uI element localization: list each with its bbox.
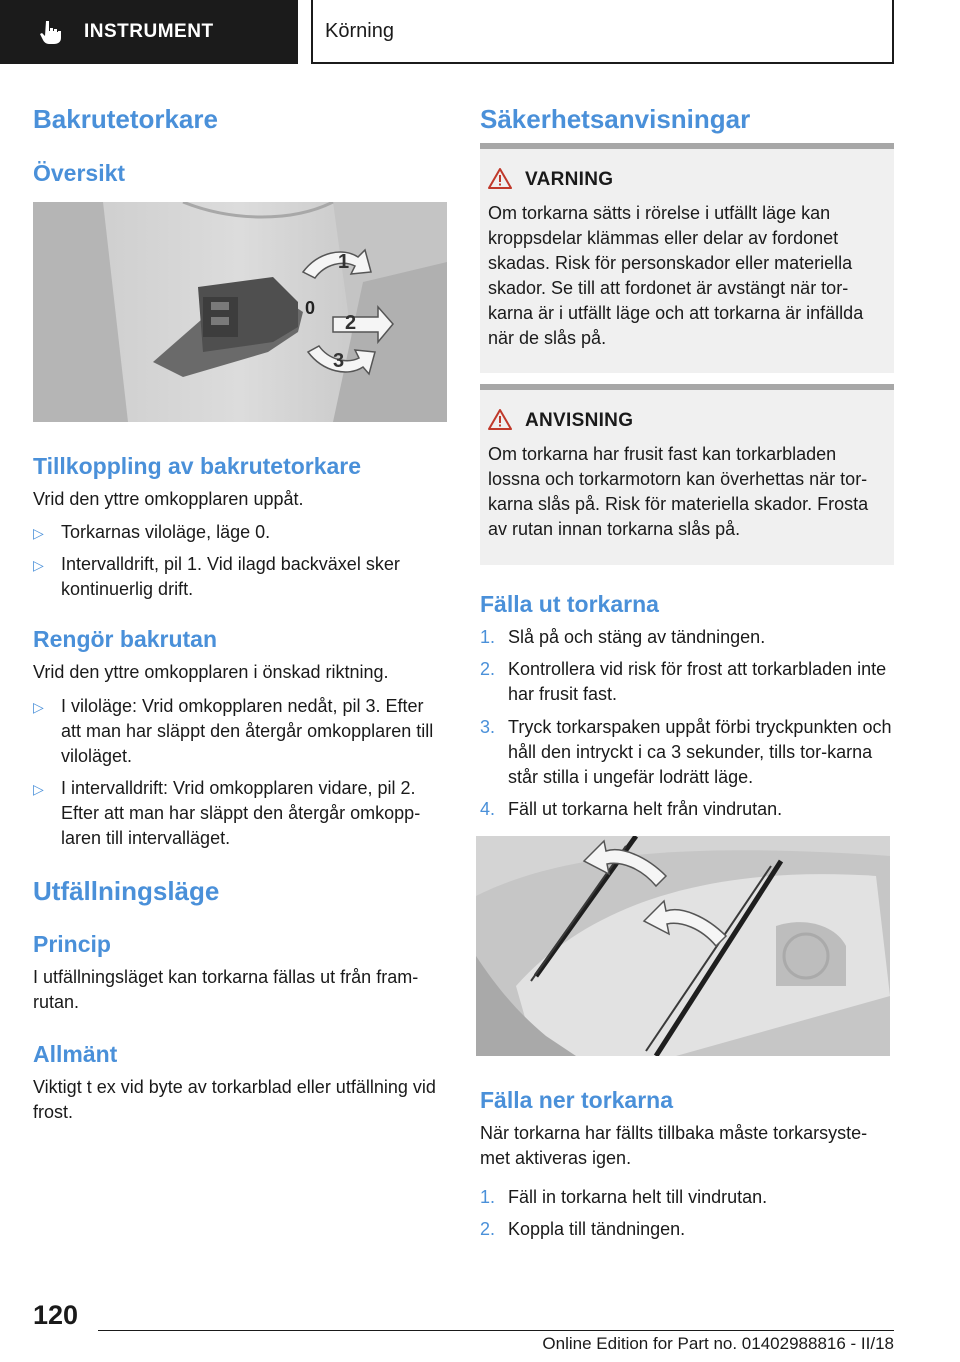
warning-title: VARNING bbox=[525, 169, 614, 190]
list-item: ▷ Torkarnas viloläge, läge 0. bbox=[33, 520, 447, 545]
notice-triangle-icon bbox=[488, 408, 512, 430]
activate-heading: Tillkoppling av bakrutetorkare bbox=[33, 453, 362, 479]
list-item: 4. Fäll ut torkarna helt från vindrutan. bbox=[480, 799, 783, 819]
edition-note: Online Edition for Part no. 01402988816 - II/18 bbox=[542, 1334, 894, 1353]
folddown-intro: När torkarna har fällts tillbaka måste torkarsyste-met aktiveras igen. bbox=[480, 1123, 868, 1168]
figure-label-1: 1 bbox=[338, 251, 350, 273]
activate-intro: Vrid den yttre omkopplaren uppåt. bbox=[33, 489, 304, 509]
overview-heading: Översikt bbox=[33, 160, 126, 186]
figure-label-0: 0 bbox=[305, 298, 316, 318]
triangle-bullet-icon: ▷ bbox=[33, 781, 44, 797]
triangle-bullet-icon: ▷ bbox=[33, 557, 44, 573]
clean-heading: Rengör bakrutan bbox=[33, 626, 218, 652]
list-item: 1. Fäll in torkarna helt till vindrutan. bbox=[480, 1187, 768, 1207]
list-item: 3. Tryck torkarspaken uppåt förbi tryckpunkten och håll den intryckt i ca 3 sekunder, tills tor-karna står stilla i ungefär lodrätt läge. bbox=[480, 717, 892, 787]
general-text: Viktigt t ex vid byte av torkarblad eller utfällning vid frost. bbox=[33, 1077, 436, 1122]
list-item: 1. Slå på och stäng av tändningen. bbox=[480, 627, 766, 647]
chapter-title: Körning bbox=[325, 19, 394, 42]
list-item: 2. Kontrollera vid risk för frost att torkarbladen inte har frusit fast. bbox=[480, 659, 887, 704]
list-item: 2. Koppla till tändningen. bbox=[480, 1219, 686, 1239]
principle-text: I utfällningsläget kan torkarna fällas ut från fram-rutan. bbox=[33, 967, 419, 1012]
warning-triangle-icon bbox=[488, 167, 512, 189]
figure-label-3: 3 bbox=[333, 350, 345, 372]
general-heading: Allmänt bbox=[33, 1041, 118, 1067]
notice-title: ANVISNING bbox=[525, 410, 634, 431]
list-item: ▷ Intervalldrift, pil 1. Vid ilagd backväxel sker kontinuerlig drift. bbox=[33, 554, 400, 599]
triangle-bullet-icon: ▷ bbox=[33, 525, 44, 541]
list-item: ▷ I intervalldrift: Vrid omkopplaren vidare, pil 2. Efter att man har släppt den återgår omkopp-laren till intervalläget. bbox=[33, 778, 421, 848]
clean-intro: Vrid den yttre omkopplaren i önskad riktning. bbox=[33, 662, 389, 682]
folddown-heading: Fälla ner torkarna bbox=[480, 1087, 674, 1113]
notice-box bbox=[480, 384, 894, 565]
section-tab-label: INSTRUMENT bbox=[84, 21, 214, 42]
principle-heading: Princip bbox=[33, 931, 111, 957]
page-number: 120 bbox=[33, 1300, 79, 1330]
triangle-bullet-icon: ▷ bbox=[33, 699, 44, 715]
safety-heading: Säkerhetsanvisningar bbox=[480, 104, 751, 134]
warning-box bbox=[480, 143, 894, 373]
warning-text: Om torkarna sätts i rörelse i utfällt läge kan kroppsdelar klämmas eller delar av fordonet skadas. Risk för personskador eller materiella skador. Se till att fordonet är avstängt när tor-karna är i utfällt läge och att torkarna är infällda när de slås på. bbox=[488, 203, 864, 348]
list-item: ▷ I viloläge: Vrid omkopplaren nedåt, pil 3. Efter att man har släppt den återgår omkopplaren till viloläget. bbox=[33, 696, 434, 766]
figure-label-2: 2 bbox=[345, 312, 357, 334]
hand-pointer-icon bbox=[38, 19, 64, 45]
footer-divider bbox=[98, 1330, 894, 1331]
windscreen-wipers-illustration bbox=[476, 836, 890, 1056]
fold-title: Utfällningsläge bbox=[33, 876, 220, 906]
section-tab bbox=[0, 0, 298, 64]
foldout-heading: Fälla ut torkarna bbox=[480, 591, 659, 617]
notice-text: Om torkarna har frusit fast kan torkarbladen lossna och torkarmotorn kan överhettas när tor-karna slås på. Risk för materiella skador. Frosta av rutan innan torkarna slås på. bbox=[488, 444, 869, 539]
page-title: Bakrutetorkare bbox=[33, 104, 218, 134]
chapter-header bbox=[311, 0, 894, 64]
wiper-stalk-illustration bbox=[33, 202, 447, 422]
